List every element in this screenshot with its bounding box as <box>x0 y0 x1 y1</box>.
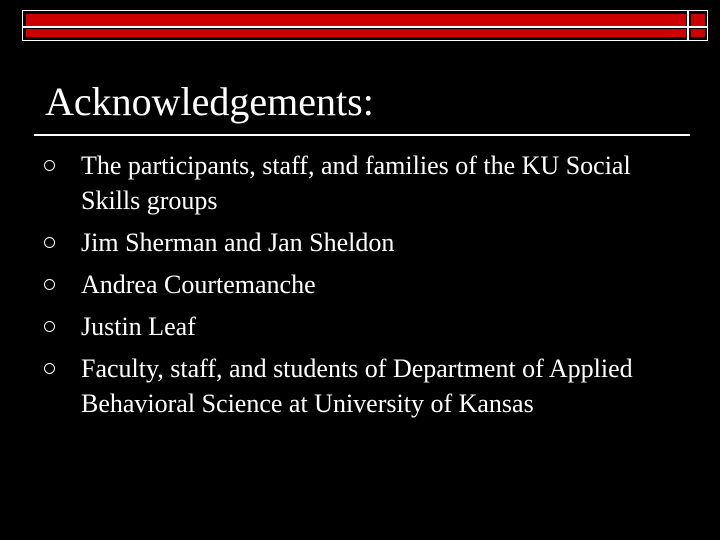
hollow-circle-icon <box>44 363 55 374</box>
list-item-text: Faculty, staff, and students of Department of Applied Behavioral Science at University of Kansas <box>81 354 633 418</box>
header-red-band-bottom <box>26 29 686 37</box>
hollow-circle-icon <box>44 279 55 290</box>
list-item-text: Jim Sherman and Jan Sheldon <box>81 228 395 257</box>
list-item <box>42 351 682 421</box>
list-item <box>42 225 682 260</box>
hollow-circle-icon <box>44 237 55 248</box>
list-item-text: The participants, staff, and families of the KU Social Skills groups <box>81 151 631 215</box>
header-red-square-bottom <box>691 29 705 37</box>
header-vertical-divider <box>687 11 689 40</box>
header-red-band-top <box>26 14 686 26</box>
title-underline-rule <box>34 134 690 136</box>
header-red-square-top <box>691 14 705 26</box>
list-item-text: Justin Leaf <box>81 312 196 341</box>
hollow-circle-icon <box>44 321 55 332</box>
acknowledgement-list <box>42 148 682 428</box>
decorative-header-bar <box>22 10 708 41</box>
hollow-circle-icon <box>44 160 55 171</box>
list-item <box>42 148 682 218</box>
header-divider-line <box>23 26 707 28</box>
list-item <box>42 309 682 344</box>
list-item <box>42 267 682 302</box>
slide-title: Acknowledgements: <box>45 79 374 124</box>
list-item-text: Andrea Courtemanche <box>81 270 316 299</box>
